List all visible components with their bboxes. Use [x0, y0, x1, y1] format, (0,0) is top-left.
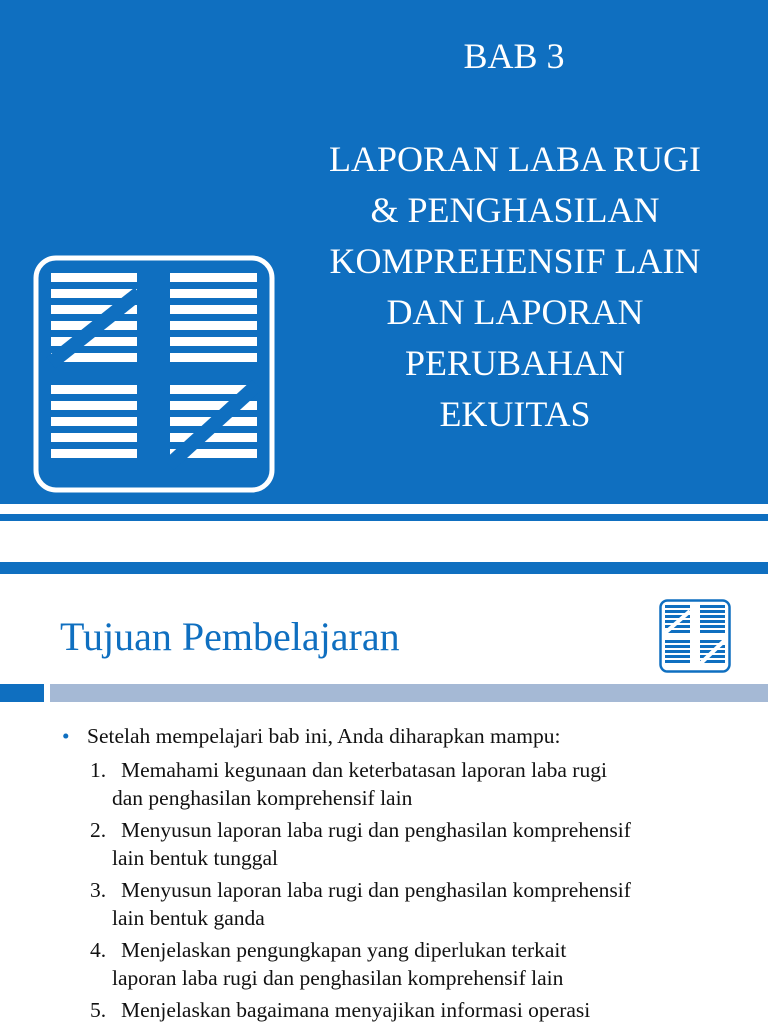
list-text: Menyusun laporan laba rugi dan penghasilan komprehensif	[121, 878, 631, 902]
list-text: dan penghasilan komprehensif lain	[112, 786, 413, 810]
list-text: lain bentuk tunggal	[112, 846, 278, 870]
list-text: Menjelaskan pengungkapan yang diperlukan terkait	[121, 938, 567, 962]
slide-title-line: EKUITAS	[439, 394, 591, 434]
slide-title-line: & PENGHASILAN	[370, 190, 660, 230]
heading-rule-accent	[0, 684, 44, 702]
list-item	[90, 876, 750, 932]
list-number: 3.	[90, 878, 107, 902]
publisher-logo-icon	[659, 599, 731, 673]
list-text: Memahami kegunaan dan keterbatasan laporan laba rugi	[121, 758, 607, 782]
list-text: Menjelaskan bagaimana menyajikan informasi operasi	[121, 998, 591, 1022]
section-heading: Tujuan Pembelajaran	[60, 614, 400, 659]
slide-title-line: LAPORAN LABA RUGI	[328, 139, 702, 179]
list-text: lain bentuk ganda	[112, 906, 265, 930]
heading-rule	[50, 684, 768, 702]
slide-title	[290, 134, 740, 440]
objectives-list	[90, 756, 750, 1024]
slide-title-line: KOMPREHENSIF LAIN	[329, 241, 701, 281]
chapter-label: BAB 3	[463, 36, 565, 76]
intro-bullet	[62, 722, 560, 750]
list-text: Menyusun laporan laba rugi dan penghasilan komprehensif	[121, 818, 631, 842]
intro-text: Setelah mempelajari bab ini, Anda diharapkan mampu:	[87, 724, 561, 748]
list-item	[90, 816, 750, 872]
list-text: laporan laba rugi dan penghasilan komprehensif lain	[112, 966, 564, 990]
slide-title-line: DAN LAPORAN	[386, 292, 644, 332]
publisher-logo-icon	[33, 255, 275, 493]
list-item	[90, 756, 750, 812]
title-slide-divider	[0, 514, 768, 521]
content-slide-topbar	[0, 562, 768, 574]
list-number: 4.	[90, 938, 107, 962]
list-number: 1.	[90, 758, 107, 782]
list-number: 5.	[90, 998, 107, 1022]
list-item	[90, 936, 750, 992]
list-item	[90, 996, 750, 1024]
slide-title-line: PERUBAHAN	[404, 343, 626, 383]
content-slide	[0, 562, 768, 1024]
bullet-icon: •	[62, 724, 70, 748]
list-number: 2.	[90, 818, 107, 842]
